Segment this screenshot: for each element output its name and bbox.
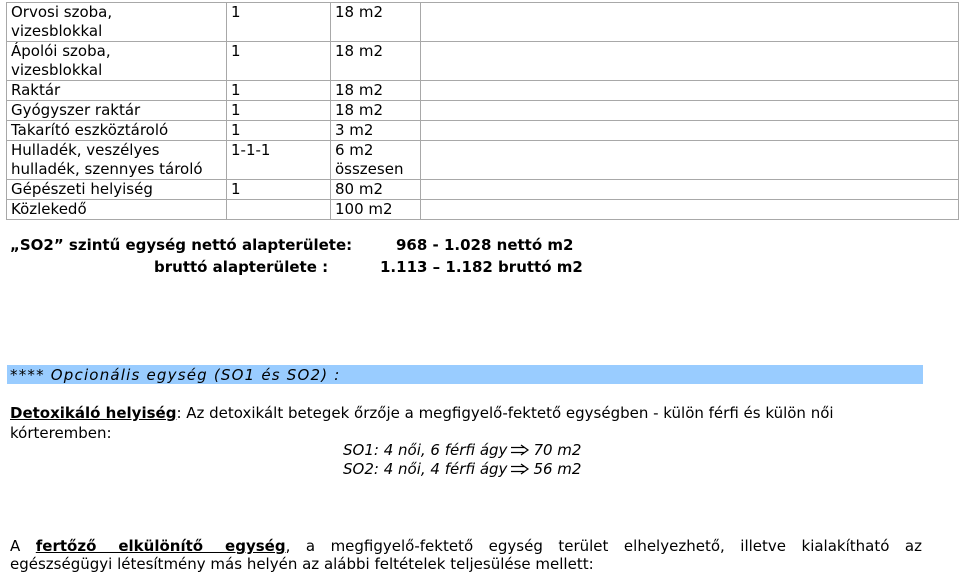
empty-cell xyxy=(421,101,959,121)
infect-text-line2: egészségügyi létesítmény más helyén az alábbi feltételek teljesülése mellett: xyxy=(10,555,594,573)
room-area-cell: 18 m2 xyxy=(331,81,421,101)
table-row xyxy=(7,81,959,101)
empty-cell xyxy=(421,180,959,200)
room-name-cell: Ápolói szoba, vizesblokkal xyxy=(7,42,227,81)
infect-prefix: A xyxy=(10,537,21,555)
summary-line2-label: bruttó alapterülete : xyxy=(154,258,329,276)
double-arrow-right-icon xyxy=(510,463,530,475)
room-count-cell: 1 xyxy=(227,3,331,42)
detox-text-line1: : Az detoxikált betegek őrzője a megfigyelő-fektető egységben - külön férfi és külön női xyxy=(176,404,834,422)
room-name-cell: Raktár xyxy=(7,81,227,101)
optional-unit-title: **** Opcionális egység (SO1 és SO2) : xyxy=(10,366,341,384)
room-name-cell: Hulladék, veszélyes hulladék, szennyes tároló xyxy=(7,141,227,180)
room-name-cell: Közlekedő xyxy=(7,200,227,220)
room-count-cell: 1 xyxy=(227,121,331,141)
detox-title: Detoxikáló helyiség xyxy=(10,404,177,422)
room-area-cell: 6 m2 összesen xyxy=(331,141,421,180)
table-row xyxy=(7,200,959,220)
so1-line xyxy=(343,441,581,460)
summary-line1-value: 968 - 1.028 nettó m2 xyxy=(396,236,574,254)
table-row xyxy=(7,121,959,141)
summary-line2-value: 1.113 – 1.182 bruttó m2 xyxy=(380,258,583,276)
room-table xyxy=(6,2,959,220)
room-count-cell: 1 xyxy=(227,180,331,200)
so2-area: 56 m2 xyxy=(533,460,582,478)
so2-line xyxy=(343,460,581,479)
room-area-cell: 100 m2 xyxy=(331,200,421,220)
detox-text-line2: kórteremben: xyxy=(10,424,112,442)
room-count-cell: 1 xyxy=(227,101,331,121)
room-table-body xyxy=(7,3,959,220)
so1-area: 70 m2 xyxy=(533,441,582,459)
infect-title: fertőző elkülönítő egység xyxy=(35,537,286,555)
infect-text-line1: , a megfigyelő-fektető egység terület elhelyezhető, illetve kialakítható az xyxy=(285,537,922,555)
table-row xyxy=(7,3,959,42)
empty-cell xyxy=(421,141,959,180)
room-count-cell: 1-1-1 xyxy=(227,141,331,180)
room-area-cell: 3 m2 xyxy=(331,121,421,141)
room-count-cell xyxy=(227,200,331,220)
room-area-cell: 18 m2 xyxy=(331,3,421,42)
so1-beds: SO1: 4 női, 6 férfi ágy xyxy=(343,441,508,459)
summary-line1-label: „SO2” szintű egység nettó alapterülete: xyxy=(10,236,353,254)
infect-paragraph-line1 xyxy=(10,537,922,556)
room-area-cell: 18 m2 xyxy=(331,42,421,81)
room-name-cell: Gépészeti helyiség xyxy=(7,180,227,200)
empty-cell xyxy=(421,81,959,101)
double-arrow-right-icon xyxy=(510,444,530,456)
room-count-cell: 1 xyxy=(227,42,331,81)
detox-paragraph-line1 xyxy=(10,404,834,423)
room-name-cell: Takarító eszköztároló xyxy=(7,121,227,141)
empty-cell xyxy=(421,42,959,81)
optional-unit-banner xyxy=(7,365,923,384)
table-row xyxy=(7,180,959,200)
table-row xyxy=(7,42,959,81)
room-name-cell: Orvosi szoba, vizesblokkal xyxy=(7,3,227,42)
empty-cell xyxy=(421,3,959,42)
so2-beds: SO2: 4 női, 4 férfi ágy xyxy=(343,460,508,478)
table-row xyxy=(7,141,959,180)
room-area-cell: 80 m2 xyxy=(331,180,421,200)
room-count-cell: 1 xyxy=(227,81,331,101)
empty-cell xyxy=(421,121,959,141)
table-row xyxy=(7,101,959,121)
room-area-cell: 18 m2 xyxy=(331,101,421,121)
room-name-cell: Gyógyszer raktár xyxy=(7,101,227,121)
empty-cell xyxy=(421,200,959,220)
